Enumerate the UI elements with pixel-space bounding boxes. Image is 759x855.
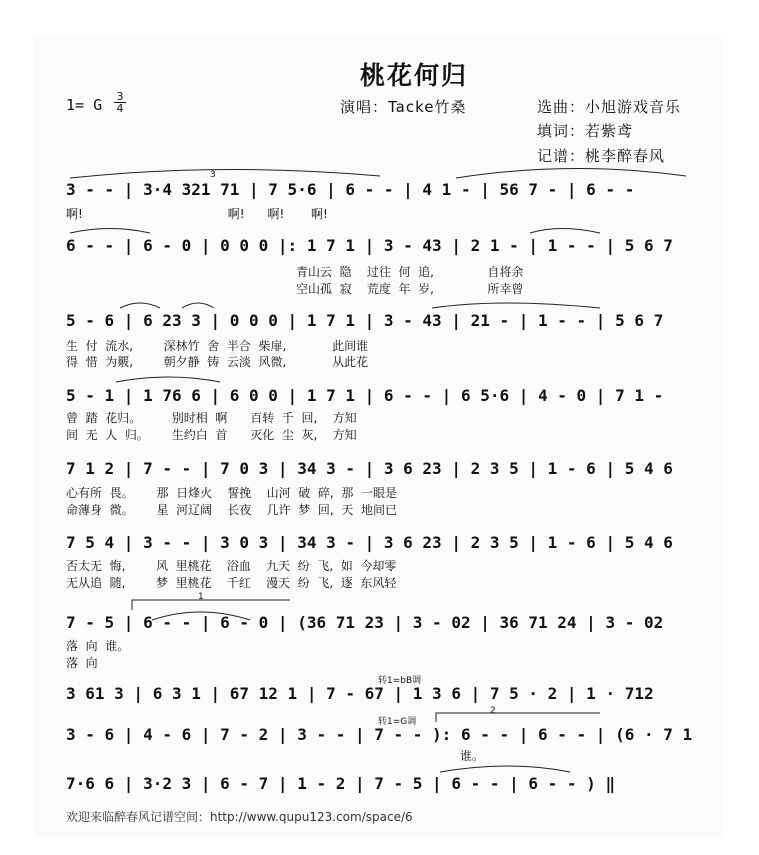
lyric-line-9a [0,747,759,763]
notes-3: 5 - 6 | 6 23 3 | 0 0 0 | 1 7 1 | 3 - 43 | 21 - | 1 - - | 5 6 7 [66,311,664,330]
notes-4: 5 - 1 | 1 76 6 | 6 0 0 | 1 7 1 | 6 - - | 6 5·6 | 4 - 0 | 7 1 - [66,386,664,405]
notation-line-2 [0,236,759,256]
notation-line-9 [0,725,759,745]
lyric-line-3a [0,337,759,353]
lyric-7b: 落 向 [66,656,98,670]
lyric-line-4b [0,426,759,442]
lyric-line-6a [0,557,759,573]
lyric-line-4a [0,409,759,425]
notation-line-3 [0,311,759,331]
notation-line-7 [0,613,759,633]
lyric-line-2b [0,280,759,296]
notes-5: 7 1 2 | 7 - - | 7 0 3 | 34 3 - | 3 6 23 | 2 3 5 | 1 - 6 | 5 4 6 [66,459,673,478]
volta-2-label: 2 [490,706,496,716]
notation-line-4 [0,386,759,406]
notes-6: 7 5 4 | 3 - - | 3 0 3 | 34 3 - | 3 6 23 | 2 3 5 | 1 - 6 | 5 4 6 [66,533,673,552]
lyric-line-2a [0,263,759,279]
time-signature [114,91,126,114]
notation-line-1 [0,180,759,200]
notes-1: 3 - - | 3·4 321 71 | 7 5·6 | 6 - - | 4 1 - | 56 7 - | 6 - - [66,180,635,199]
music-credit: 选曲：小旭游戏音乐 [537,98,682,116]
lyric-line-7a [0,637,759,653]
lyric-6b: 无从追 随, 梦 里桃花 千红 漫天 纷 飞, 逐 东风轻 [66,576,397,590]
lyric-line-3b [0,353,759,369]
lyric-3a: 生 付 流水, 深林竹 舍 半合 柴扉, 此间谁 [66,339,369,353]
lyric-6a: 否太无 悔, 风 里桃花 浴血 九天 纷 飞, 如 今却零 [66,559,397,573]
footer-credit: 欢迎来临醉春风记谱空间：http://www.qupu123.com/space/6 [66,810,413,824]
lyric-1a: 啊! 啊! 啊! 啊! [66,207,328,221]
notes-2: 6 - - | 6 - 0 | 0 0 0 |: 1 7 1 | 3 - 43 | 2 1 - | 1 - - | 5 6 7 [66,236,673,255]
lyric-line-7b [0,654,759,670]
lyric-line-1a [0,205,759,221]
notation-line-6 [0,533,759,553]
lyric-5a: 心有所 畏。 那 日烽火 誓挽 山河 破 碎, 那 一眼是 [66,486,397,500]
notation-line-5 [0,459,759,479]
notation-line-10 [0,774,759,794]
lyric-line-6b [0,574,759,590]
notes-7: 7 - 5 | 6 - - | 6 - 0 | (36 71 23 | 3 - 02 | 36 71 24 | 3 - 02 [66,613,664,632]
lyric-5b: 命薄身 微。 星 河辽阔 长夜 几许 梦 回, 天 地间已 [66,503,397,517]
meter-top: 3 [116,90,124,103]
notes-9: 3 - 6 | 4 - 6 | 7 - 2 | 3 - - | 7 - - ): 6 - - | 6 - - | (6 · 7 1 [66,725,693,744]
modulation-note-1: 转1=bB调 [378,676,422,686]
lyric-2b: 空山孤 寂 荒度 年 岁, 所幸曾 [296,282,524,296]
singer-credit: 演唱：Tacke竹桑 [340,98,467,116]
score-title: 桃花何归 [360,61,469,90]
notes-10: 7·6 6 | 3·2 3 | 6 - 7 | 1 - 2 | 7 - 5 | 6 - - | 6 - - ) ‖ [66,774,616,793]
lyrics-credit: 填词：若紫鸢 [537,122,634,140]
volta-1-label: 1 [198,592,204,602]
notation-line-8 [0,684,759,704]
lyric-4b: 间 无 人 归。 生约白 首 灭化 尘 灰, 方知 [66,428,357,442]
lyric-3b: 得 惜 为覈, 朝夕静 铸 云淡 风微, 从此花 [66,355,369,369]
lyric-line-5a [0,484,759,500]
transcriber-credit: 记谱：桃李醉春风 [537,147,666,165]
key-signature: 1= G [66,96,103,114]
lyric-2a: 青山云 隐 过往 何 追, 自将余 [296,265,524,279]
lyric-line-5b [0,501,759,517]
triplet-label: 3 [210,170,216,180]
modulation-note-2: 转1=G调 [378,717,417,727]
lyric-4a: 曾 踏 花归。 别时相 啊 百转 千 回, 方知 [66,411,357,425]
meter-bottom: 4 [114,102,126,114]
notes-8: 3 61 3 | 6 3 1 | 67 12 1 | 7 - 67 | 1 3 6 | 7 5 · 2 | 1 · 712 [66,684,654,703]
lyric-7a: 落 向 谁。 [66,639,130,653]
lyric-9a: 谁。 [460,749,485,763]
